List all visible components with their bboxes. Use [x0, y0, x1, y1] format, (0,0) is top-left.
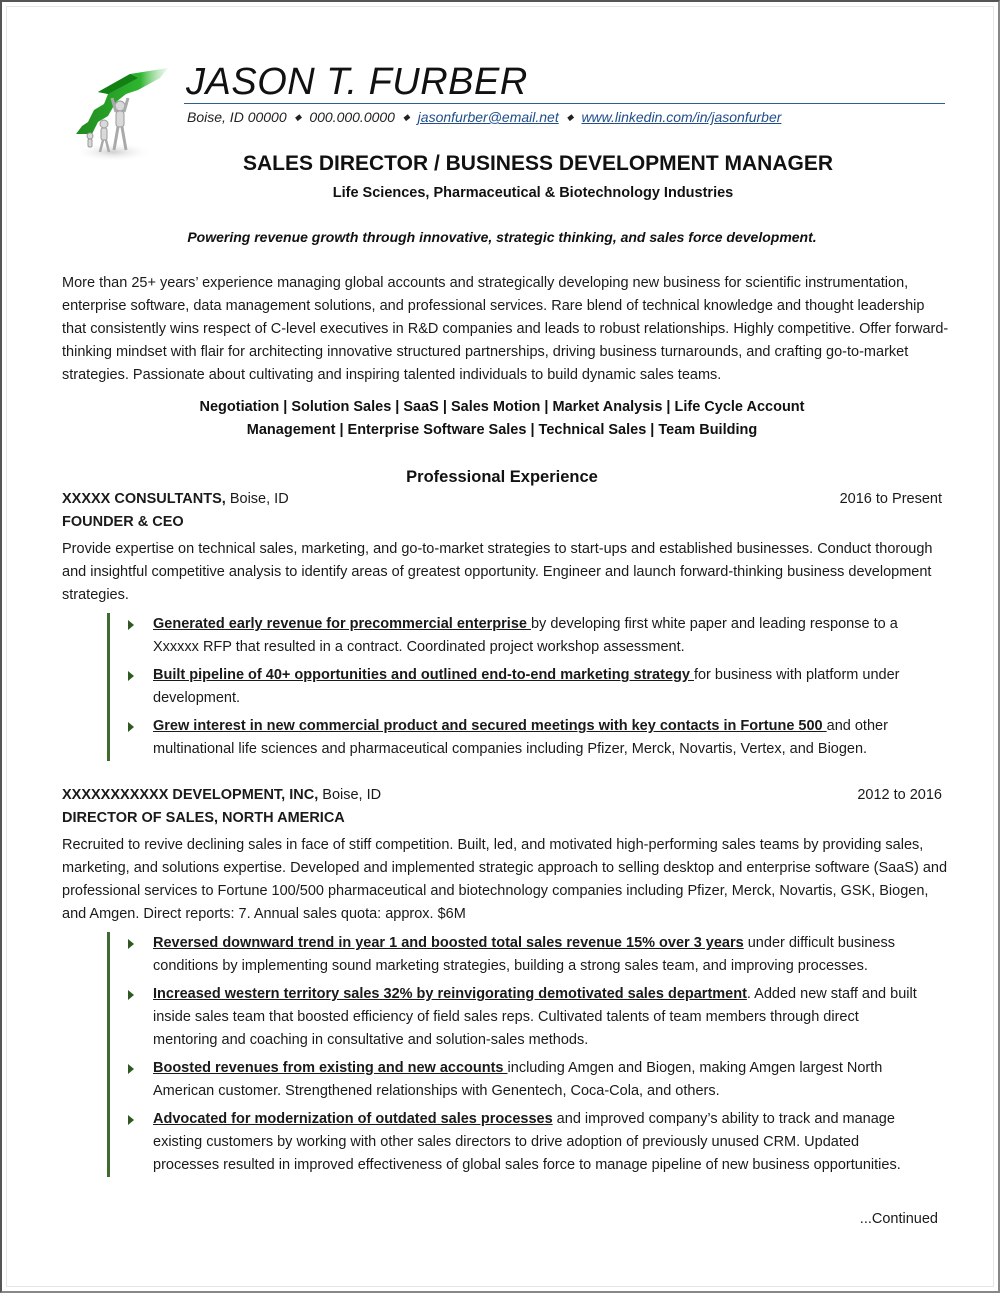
resume-headline: SALES DIRECTOR / BUSINESS DEVELOPMENT MANAGER: [242, 152, 833, 175]
company-name: XXXXX CONSULTANTS,: [62, 491, 226, 507]
diamond-separator-icon: ◆: [402, 112, 410, 122]
skills-line-2: Management | Enterprise Software Sales | Technical Sales | Team Building: [246, 422, 758, 438]
company-name: XXXXXXXXXXX DEVELOPMENT, INC,: [62, 787, 319, 803]
diamond-separator-icon: ◆: [294, 112, 302, 122]
achievement-item: Advocated for modernization of outdated sales processes and improved company’s ability to track and manage existing customers by working with other sales directors to drive adoption of previously unused CRM. Updated processes resulted in improved effectiveness of global sales force to manage pipeline of new business opportunities.: [128, 1108, 927, 1177]
job-title: FOUNDER & CEO: [62, 514, 184, 530]
contact-phone: 000.000.0000: [309, 109, 395, 125]
job-description: Recruited to revive declining sales in face of stiff competition. Built, led, and motivated high-performing sales teams by providing sales, marketing, and solutions expertise. Developed and implemented strategic approach to selling desktop and enterprise software (SaaS) and professional services to Fortune 100/500 pharmaceutical and biotechnology companies including Pfizer, Merck, Novartis, GSK, Biogen, and Amgen. Direct reports: 7. Annual sales quota: approx. $6M: [62, 837, 948, 922]
triangle-bullet-icon: [128, 939, 134, 949]
email-link[interactable]: jasonfurber@email.net: [417, 109, 559, 125]
job-title: DIRECTOR OF SALES, NORTH AMERICA: [62, 810, 345, 826]
achievement-item: Generated early revenue for precommercial enterprise by developing first white paper and leading response to a Xxxxxx RFP that resulted in a contract. Coordinated project workshop assessment.: [128, 613, 927, 659]
job-header: [62, 784, 942, 806]
achievement-list: [107, 613, 927, 761]
achievement-item: Grew interest in new commercial product and secured meetings with key contacts in Fortune 500 and other multinational life sciences and pharmaceutical companies including Pfizer, Merck, Novartis, Vertex, and Biogen.: [128, 715, 927, 761]
company-location: Boise, ID: [318, 787, 382, 803]
job-description: Provide expertise on technical sales, marketing, and go-to-market strategies to start-ups and established businesses. Conduct thorough and insightful competitive analysis to identify areas of greatest opportunity. Engineer and launch forward-thinking business development strategies.: [62, 541, 933, 603]
contact-location: Boise, ID 00000: [187, 109, 287, 125]
achievement-item: Built pipeline of 40+ opportunities and outlined end-to-end marketing strategy for business with platform under development.: [128, 664, 927, 710]
job-dates: 2016 to Present: [839, 491, 942, 507]
header-rule: [184, 103, 945, 104]
linkedin-link[interactable]: www.linkedin.com/in/jasonfurber: [581, 109, 782, 125]
achievement-list: [107, 932, 927, 1177]
achievement-item: Reversed downward trend in year 1 and boosted total sales revenue 15% over 3 years under difficult business conditions by implementing sound marketing strategies, building a strong sales team, and improving processes.: [128, 932, 927, 978]
triangle-bullet-icon: [128, 1115, 134, 1125]
experience-section-title: Professional Experience: [406, 468, 598, 486]
triangle-bullet-icon: [128, 620, 134, 630]
triangle-bullet-icon: [128, 1064, 134, 1074]
job-dates: 2012 to 2016: [857, 787, 942, 803]
achievement-item: Increased western territory sales 32% by reinvigorating demotivated sales department. Added new staff and built inside sales team that boosted efficiency of field sales reps. Cultivated talents of team members through direct mentoring and coaching in consultative and solution-sales methods.: [128, 983, 927, 1052]
skills-line-1: Negotiation | Solution Sales | SaaS | Sales Motion | Market Analysis | Life Cycle Account: [199, 399, 805, 415]
candidate-name: JASON T. FURBER: [186, 61, 528, 103]
triangle-bullet-icon: [128, 671, 134, 681]
contact-line: [187, 107, 781, 127]
diamond-separator-icon: ◆: [566, 112, 574, 122]
company-location: Boise, ID: [225, 491, 289, 507]
job-header: [62, 488, 942, 510]
green-arrow-figures-icon: [68, 64, 178, 164]
triangle-bullet-icon: [128, 990, 134, 1000]
achievement-item: Boosted revenues from existing and new accounts including Amgen and Biogen, making Amgen largest North American customer. Strengthened relationships with Genentech, Coca-Cola, and others.: [128, 1057, 927, 1103]
continued-note: ...Continued: [859, 1211, 938, 1227]
professional-summary: More than 25+ years’ experience managing global accounts and strategically developing new business for scientific instrumentation, enterprise software, data management solutions, and professional services. Rare blend of technical knowledge and thought leadership that consistently wins respect of C-level executives in R&D companies and leads to robust relationships. Highly competitive. Offer forward-thinking mindset with flair for architecting innovative structured partnerships, driving business turnarounds, and crafting go-to-market strategies. Passionate about cultivating and inspiring talented individuals to build dynamic sales teams.: [62, 275, 949, 383]
resume-subheadline: Life Sciences, Pharmaceutical & Biotechnology Industries: [332, 185, 734, 201]
resume-tagline: Powering revenue growth through innovative, strategic thinking, and sales force development.: [187, 229, 817, 245]
core-skills: [162, 396, 842, 442]
triangle-bullet-icon: [128, 722, 134, 732]
